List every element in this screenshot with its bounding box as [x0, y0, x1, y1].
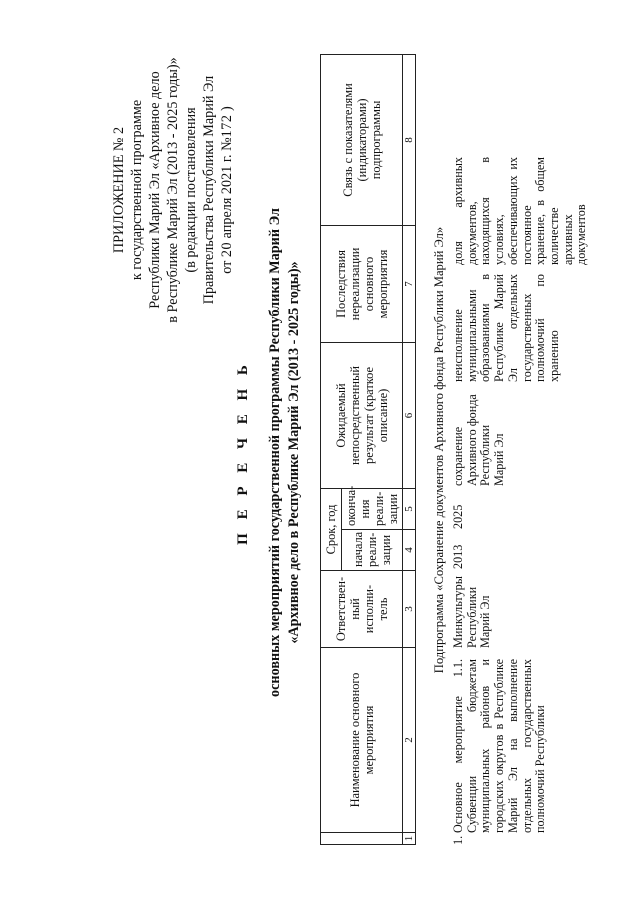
date-middle: апреля 2021 г. №: [219, 137, 235, 239]
appendix-block: [110, 30, 236, 350]
row-responsible: Минкультуры Республики Марий Эл: [451, 576, 493, 648]
header-name: Наименование основного мероприятия: [321, 648, 403, 833]
appendix-line: (в редакции постановления: [183, 107, 199, 273]
row-measure-name: Основное мероприятие 1.1. Субвенции бюджетам муниципальных районов и городских округов в Республике Марий Эл на выполнение отдельных государственных полномочий Республики: [451, 659, 548, 833]
header-term: Срок, год: [321, 488, 342, 570]
header-result: Ожидаемый непосредственный результат (краткое описание): [321, 342, 403, 488]
appendix-line: к государственной программе: [129, 99, 145, 281]
header-start: начала реали-зации: [342, 530, 403, 571]
column-number: 6: [403, 342, 416, 488]
header-link: Связь с показателями (индикаторами) подпрограммы: [321, 54, 403, 225]
column-number: 3: [403, 571, 416, 648]
appendix-title: ПРИЛОЖЕНИЕ № 2: [111, 126, 127, 254]
header-end: оконча-ния реали-зации: [342, 488, 403, 529]
appendix-line: Республики Марий Эл «Архивное дело: [147, 71, 163, 309]
subtitle-line-1: основных мероприятий государственной программы Республики Марий Эл: [267, 208, 283, 697]
column-number: 8: [403, 54, 416, 225]
column-number: 2: [403, 648, 416, 833]
row-number: 1.: [451, 835, 465, 845]
date-suffix: ): [219, 106, 235, 111]
document-subtitle: [266, 0, 304, 905]
column-number: 1: [403, 833, 416, 845]
date-prefix: от: [219, 260, 235, 274]
row-expected-result: сохранение Архивного фонда Республики Марий Эл: [451, 394, 507, 486]
appendix-line: в Республике Марий Эл (2013 - 2025 годы)»: [165, 57, 181, 323]
handwritten-day: 20: [219, 241, 235, 258]
table-header-row: [321, 54, 342, 844]
column-number: 7: [403, 225, 416, 342]
handwritten-number: 172: [219, 114, 235, 138]
header-num: [321, 833, 403, 845]
column-number: 5: [403, 488, 416, 529]
subprogram-heading: Подпрограмма «Сохранение документов Архивного фонда Республики Марий Эл»: [432, 226, 446, 674]
row-indicator-link: доля архивных документов, находящихся в условиях, обеспечивающих их постоянное хранение, в общем количестве архивных документов: [451, 157, 589, 265]
column-numbers-row: [403, 54, 416, 844]
row-consequences: неисполнение муниципальными образованиями в Республике Марий Эл отдельных государственных полномочий по хранению: [451, 274, 561, 382]
header-responsible: Ответствен-ный исполни-тель: [321, 571, 403, 648]
column-number: 4: [403, 530, 416, 571]
row-end-year: 2025: [451, 504, 465, 529]
subtitle-line-2: «Архивное дело в Республике Марий Эл (2013 - 2025 годы)»: [286, 261, 302, 644]
header-consequences: Последствия нереализации основного мероприятия: [321, 225, 403, 342]
measures-table: [320, 54, 416, 845]
row-start-year: 2013: [451, 544, 465, 569]
document-title: П Е Р Е Ч Е Н Ь: [235, 360, 251, 545]
appendix-date-line: [218, 30, 236, 350]
appendix-line: Правительства Республики Марий Эл: [201, 75, 217, 305]
